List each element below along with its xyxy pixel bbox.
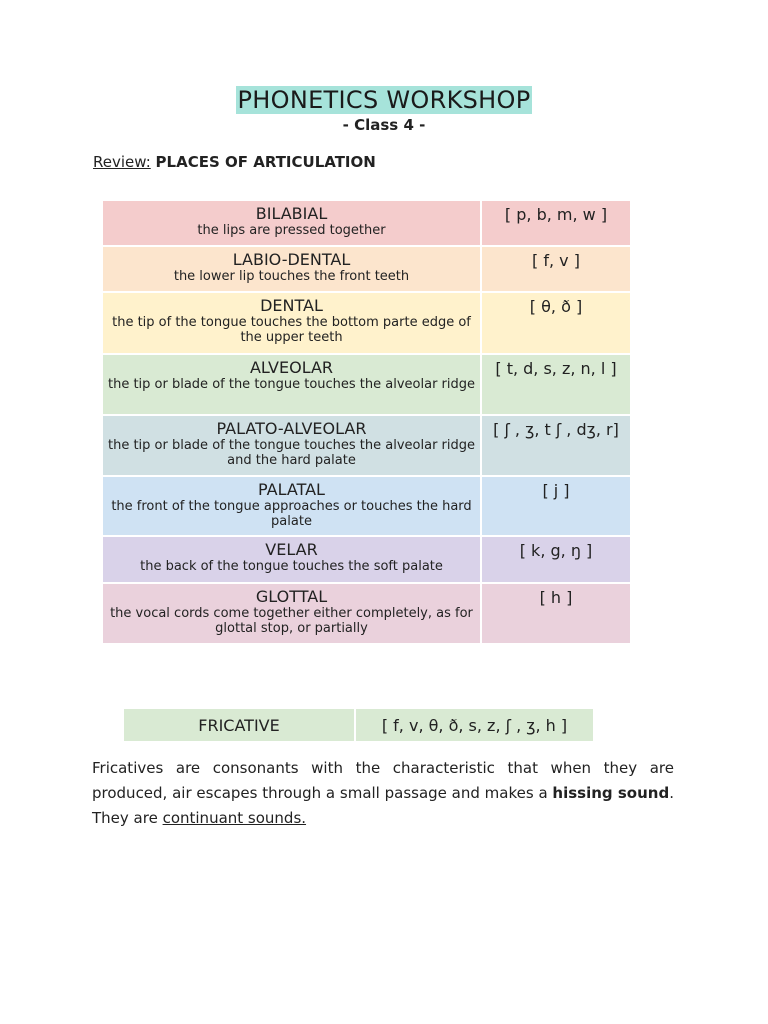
paragraph-bold: hissing sound [552, 784, 670, 802]
fricative-paragraph [92, 756, 674, 831]
place-cell [102, 536, 481, 583]
place-description: the back of the tongue touches the soft palate [140, 559, 443, 574]
place-symbols: [ f, v ] [481, 246, 631, 292]
fricative-symbols: [ f, v, θ, ð, s, z, ʃ , ʒ, h ] [355, 708, 594, 742]
place-name: DENTAL [260, 296, 323, 315]
place-cell [102, 246, 481, 292]
fricative-row [123, 708, 594, 742]
place-row [102, 354, 631, 415]
place-symbols: [ ʃ , ʒ, t ʃ , dʒ, r] [481, 415, 631, 476]
place-description: the tip of the tongue touches the bottom parte edge of the upper teeth [112, 315, 471, 345]
page-title: PHONETICS WORKSHOP [237, 86, 531, 114]
place-cell [102, 292, 481, 354]
place-description: the lips are pressed together [197, 223, 386, 238]
title-block [0, 86, 768, 114]
place-name: PALATAL [258, 480, 325, 499]
place-row [102, 536, 631, 583]
place-description: the tip or blade of the tongue touches the alveolar ridge and the hard palate [107, 438, 476, 468]
review-topic: PLACES OF ARTICULATION [155, 153, 376, 171]
place-symbols: [ h ] [481, 583, 631, 644]
place-row [102, 246, 631, 292]
page-subtitle: - Class 4 - [342, 116, 426, 134]
review-heading [93, 153, 376, 171]
place-row [102, 292, 631, 354]
paragraph-underlined: continuant sounds. [162, 809, 307, 827]
place-cell [102, 476, 481, 536]
place-name: BILABIAL [255, 204, 328, 223]
places-of-articulation-table [101, 199, 632, 645]
place-symbols: [ k, g, ŋ ] [481, 536, 631, 583]
place-cell [102, 200, 481, 246]
place-name: GLOTTAL [255, 587, 328, 606]
place-name: ALVEOLAR [249, 358, 334, 377]
paragraph-text-2: . They are [92, 784, 674, 827]
place-description: the tip or blade of the tongue touches the alveolar ridge [107, 377, 476, 392]
place-symbols: [ t, d, s, z, n, l ] [481, 354, 631, 415]
place-name: LABIO-DENTAL [232, 250, 351, 269]
place-description: the lower lip touches the front teeth [173, 269, 410, 284]
place-symbols: [ p, b, m, w ] [481, 200, 631, 246]
place-row [102, 476, 631, 536]
place-name: PALATO-ALVEOLAR [216, 419, 367, 438]
place-description: the front of the tongue approaches or touches the hard palate [111, 499, 472, 529]
place-cell [102, 415, 481, 476]
place-row [102, 415, 631, 476]
place-cell [102, 583, 481, 644]
review-label: Review: [93, 153, 151, 171]
fricative-table [122, 707, 595, 743]
place-cell [102, 354, 481, 415]
place-row [102, 583, 631, 644]
place-name: VELAR [265, 540, 318, 559]
place-symbols: [ θ, ð ] [481, 292, 631, 354]
place-description: the vocal cords come together either completely, as for glottal stop, or partially [110, 606, 473, 636]
place-row [102, 200, 631, 246]
place-symbols: [ j ] [481, 476, 631, 536]
fricative-label: FRICATIVE [123, 708, 355, 742]
paragraph-text-1: Fricatives are consonants with the characteristic that when they are produced, air escapes through a small passage and makes a [92, 759, 674, 802]
